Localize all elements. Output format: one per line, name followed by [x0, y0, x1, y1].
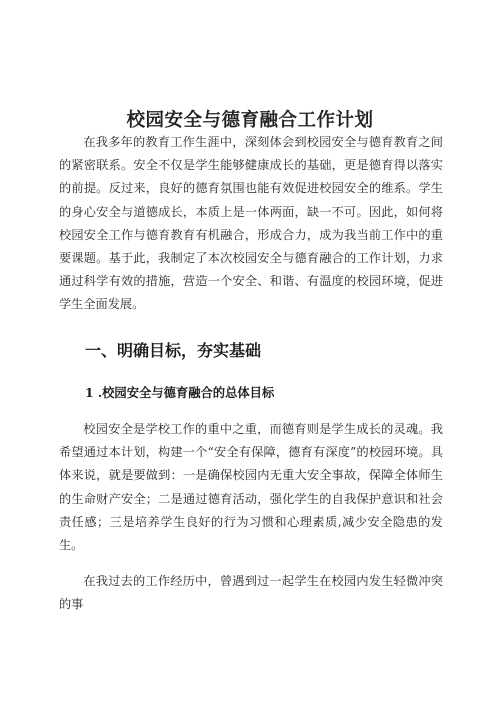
intro-paragraph: 在我多年的教育工作生涯中，深刻体会到校园安全与德育教育之间的紧密联系。安全不仅是学生能够健康成长的基础，更是德育得以落实的前提。反过来，良好的德育氛围也能有效促进校园安全的维系。学生的身心安全与道德成长，本质上是一体两面，缺一不可。因此，如何将校园安全工作与德育教育有机融合，形成合力，成为我当前工作中的重要课题。基于此，我制定了本次校园安全与德育融合的工作计划，力求通过科学有效的措施，营造一个安全、和谐、有温度的校园环境，促进学生全面发展。 — [59, 135, 443, 312]
subsection-heading: 1 .校园安全与德育融合的总体目标 — [85, 385, 275, 400]
experience-paragraph: 在我过去的工作经历中，曾遇到过一起学生在校园内发生轻微冲突的事 — [59, 574, 443, 612]
goal-paragraph: 校园安全是学校工作的重中之重，而德育则是学生成长的灵魂。我希望通过本计划，构建一个“安全有保障，德育有深度”的校园环境。具体来说，就是要做到：一是确保校园内无重大安全事故，保障全体师生的生命财产安全；二是通过德育活动，强化学生的自我保护意识和社会责任感；三是培养学生良好的行为习惯和心理素质,减少安全隐患的发生。 — [59, 422, 443, 553]
section-heading: 一、明确目标，夯实基础 — [85, 341, 262, 360]
document-title: 校园安全与德育融合工作计划 — [126, 110, 374, 132]
